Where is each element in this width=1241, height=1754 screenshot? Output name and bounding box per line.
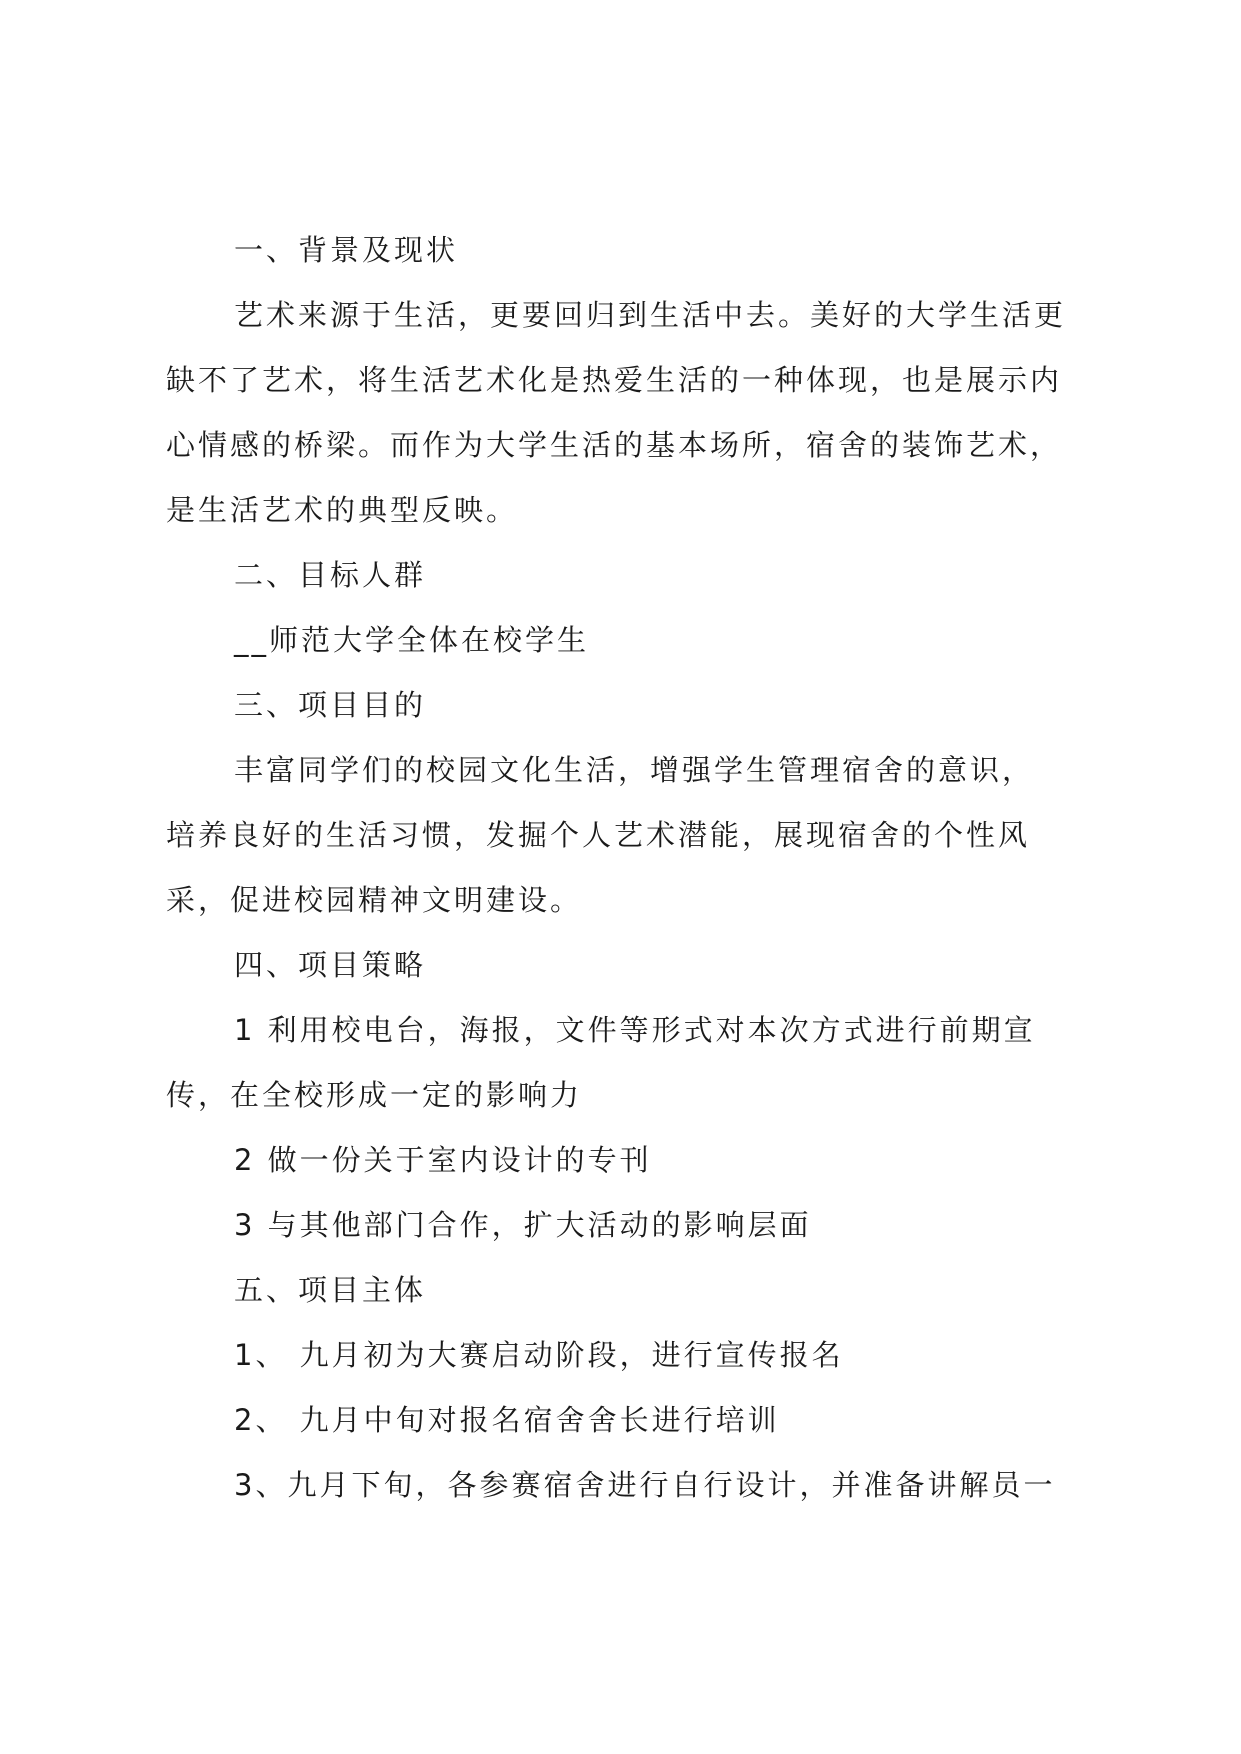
list-item: 1 利用校电台，海报，文件等形式对本次方式进行前期宣 <box>234 1013 1036 1047</box>
section-heading-background: 一、背景及现状 <box>234 233 459 267</box>
list-item: 2、 九月中旬对报名宿舍舍长进行培训 <box>234 1403 780 1437</box>
paragraph-line: 艺术来源于生活，更要回归到生活中去。美好的大学生活更 <box>234 298 1067 332</box>
paragraph-line: 培养良好的生活习惯，发掘个人艺术潜能，展现宿舍的个性风 <box>166 818 1031 852</box>
section-heading-project-body: 五、项目主体 <box>234 1273 427 1307</box>
paragraph-line: 缺不了艺术，将生活艺术化是热爱生活的一种体现，也是展示内 <box>166 363 1063 397</box>
list-item: 3、九月下旬，各参赛宿舍进行自行设计，并准备讲解员一 <box>234 1468 1056 1502</box>
paragraph-line: 是生活艺术的典型反映。 <box>166 493 519 527</box>
section-heading-strategy: 四、项目策略 <box>234 948 427 982</box>
section-heading-target-group: 二、目标人群 <box>234 558 427 592</box>
section-heading-purpose: 三、项目目的 <box>234 688 427 722</box>
paragraph-line: 采，促进校园精神文明建设。 <box>166 883 583 917</box>
document-body <box>166 230 1096 1530</box>
paragraph-line: 心情感的桥梁。而作为大学生活的基本场所，宿舍的装饰艺术， <box>166 428 1063 462</box>
paragraph-line: 丰富同学们的校园文化生活，增强学生管理宿舍的意识， <box>234 753 1035 787</box>
list-item-continuation: 传，在全校形成一定的影响力 <box>166 1078 583 1112</box>
list-item: 1、 九月初为大赛启动阶段，进行宣传报名 <box>234 1338 844 1372</box>
paragraph-line: __师范大学全体在校学生 <box>234 623 590 657</box>
list-item: 2 做一份关于室内设计的专刊 <box>234 1143 652 1177</box>
list-item: 3 与其他部门合作，扩大活动的影响层面 <box>234 1208 812 1242</box>
